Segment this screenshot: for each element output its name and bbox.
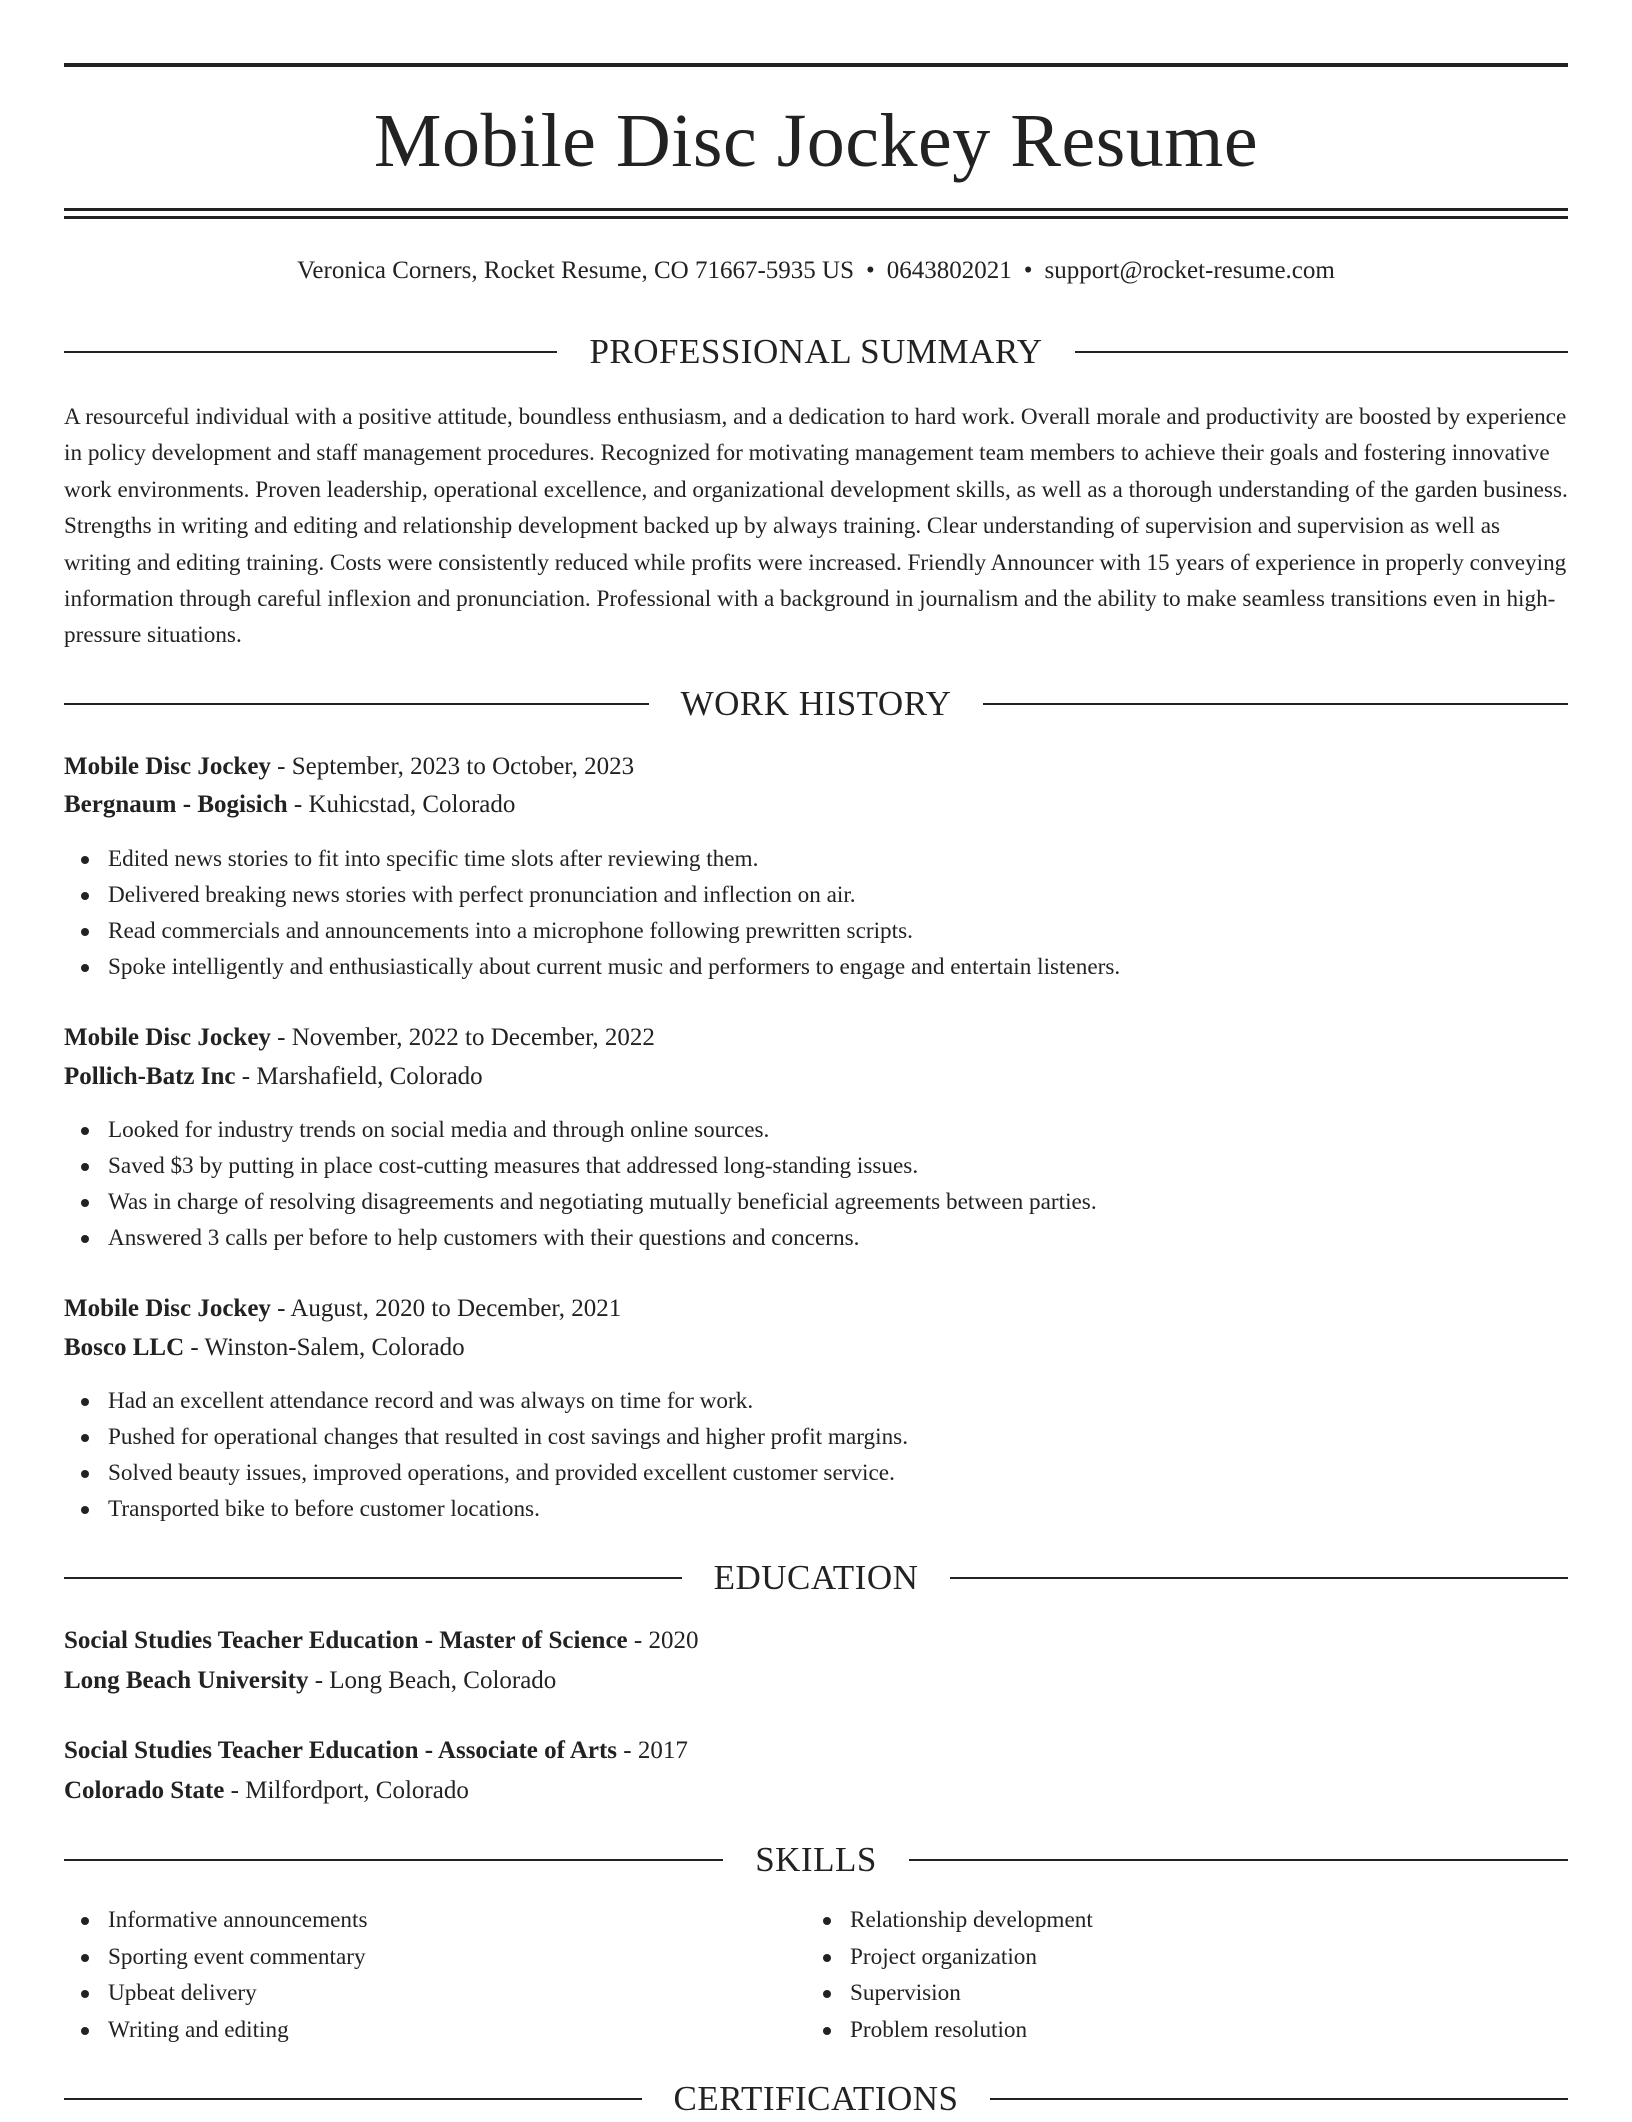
section-title: PROFESSIONAL SUMMARY [589,332,1043,371]
section-title: SKILLS [755,1840,877,1879]
job-bullet: Solved beauty issues, improved operations, and provided excellent customer service. [64,1455,1568,1491]
contact-separator: • [866,257,875,284]
job-dates: - September, 2023 to October, 2023 [270,753,635,780]
education-degree-line [64,1734,1568,1768]
education-school: Colorado State [64,1777,225,1804]
job-bullet: Delivered breaking news stories with perfect pronunciation and inflection on air. [64,877,1568,913]
heading-rule [909,1859,1568,1861]
section-heading-work-history [64,681,1568,727]
job-bullet: Was in charge of resolving disagreements and negotiating mutually beneficial agreements between parties. [64,1184,1568,1220]
job-company: Pollich-Batz Inc [64,1063,236,1090]
contact-phone: 0643802021 [886,257,1012,284]
heading-rule [64,1859,723,1861]
header-double-rule [64,208,1568,219]
job-company: Bosco LLC [64,1334,185,1361]
heading-rule [64,351,557,353]
job-title: Mobile Disc Jockey [64,753,271,780]
job-bullet: Answered 3 calls per before to help customers with their questions and concerns. [64,1220,1568,1256]
section-heading-skills [64,1837,1568,1883]
section-heading-education [64,1555,1568,1601]
section-heading-summary [64,329,1568,375]
skill-item: Upbeat delivery [64,1975,764,2012]
job-bullet-list [64,1112,1568,1256]
job-bullet-list [64,841,1568,985]
job-title: Mobile Disc Jockey [64,1295,271,1322]
section-title: WORK HISTORY [680,684,952,723]
job-title-line [64,750,1568,784]
section-heading-certifications [64,2076,1568,2122]
job-company-line [64,1331,1568,1365]
education-school-line [64,1774,1568,1808]
job-title: Mobile Disc Jockey [64,1024,271,1051]
education-location: - Long Beach, Colorado [308,1667,557,1694]
heading-rule [64,2098,642,2100]
education-school-line [64,1664,1568,1698]
education-year: - 2020 [627,1627,699,1654]
skill-item: Problem resolution [806,2012,1506,2049]
section-title: EDUCATION [713,1558,919,1597]
heading-rule [950,1577,1568,1579]
education-degree: Social Studies Teacher Education - Associate of Arts [64,1737,618,1764]
job-title-line [64,1292,1568,1326]
skill-item: Relationship development [806,1902,1506,1939]
job-bullet: Looked for industry trends on social media and through online sources. [64,1112,1568,1148]
heading-rule [64,1577,682,1579]
contact-address: Veronica Corners, Rocket Resume, CO 71667-5935 US [297,257,855,284]
skills-list-left [64,1902,764,2048]
skill-item: Project organization [806,1939,1506,1976]
skill-item: Writing and editing [64,2012,764,2049]
job-bullet: Had an excellent attendance record and was always on time for work. [64,1383,1568,1419]
job-bullet-list [64,1383,1568,1527]
job-bullet: Transported bike to before customer locations. [64,1491,1568,1527]
heading-rule [983,703,1568,705]
job-location: - Winston-Salem, Colorado [184,1334,465,1361]
job-location: - Marshafield, Colorado [235,1063,483,1090]
header-top-rule [64,63,1568,67]
heading-rule [1075,351,1568,353]
job-dates: - November, 2022 to December, 2022 [270,1024,655,1051]
job-dates: - August, 2020 to December, 2021 [270,1295,622,1322]
education-degree: Social Studies Teacher Education - Master of Science [64,1627,628,1654]
education-year: - 2017 [617,1737,688,1764]
contact-line [64,254,1568,288]
job-bullet: Pushed for operational changes that resulted in cost savings and higher profit margins. [64,1419,1568,1455]
job-title-line [64,1021,1568,1055]
heading-rule [64,703,649,705]
contact-separator: • [1023,257,1033,284]
section-title: CERTIFICATIONS [673,2079,959,2118]
skill-item: Supervision [806,1975,1506,2012]
education-degree-line [64,1624,1568,1658]
skill-item: Informative announcements [64,1902,764,1939]
job-company-line [64,1060,1568,1094]
summary-text: A resourceful individual with a positive attitude, boundless enthusiasm, and a dedication to hard work. Overall morale and productivity are boosted by experience in policy development and staff management procedures. Recognized for motivating management team members to achieve their goals and fostering innovative work environments. Proven leadership, operational excellence, and organizational development skills, as well as a thorough understanding of the garden business. Strengths in writing and editing and relationship development backed up by always training. Clear understanding of supervision and supervision as well as writing and editing training. Costs were consistently reduced while profits were increased. Friendly Announcer with 15 years of experience in properly conveying information through careful inflexion and pronunciation. Professional with a background in journalism and the ability to make seamless transitions even in high-pressure situations. [64,404,1568,649]
heading-rule [990,2098,1568,2100]
education-location: - Milfordport, Colorado [224,1777,469,1804]
skills-list-right [806,1902,1506,2048]
resume-title: Mobile Disc Jockey Resume [373,99,1259,183]
education-school: Long Beach University [64,1667,309,1694]
skill-item: Sporting event commentary [64,1939,764,1976]
job-bullet: Saved $3 by putting in place cost-cutting measures that addressed long-standing issues. [64,1148,1568,1184]
job-company: Bergnaum - Bogisich [64,791,288,818]
job-location: - Kuhicstad, Colorado [287,791,516,818]
contact-email: support@rocket-resume.com [1044,257,1335,284]
job-bullet: Spoke intelligently and enthusiastically about current music and performers to engage and entertain listeners. [64,949,1568,985]
job-bullet: Edited news stories to fit into specific time slots after reviewing them. [64,841,1568,877]
job-company-line [64,788,1568,822]
job-bullet: Read commercials and announcements into a microphone following prewritten scripts. [64,913,1568,949]
